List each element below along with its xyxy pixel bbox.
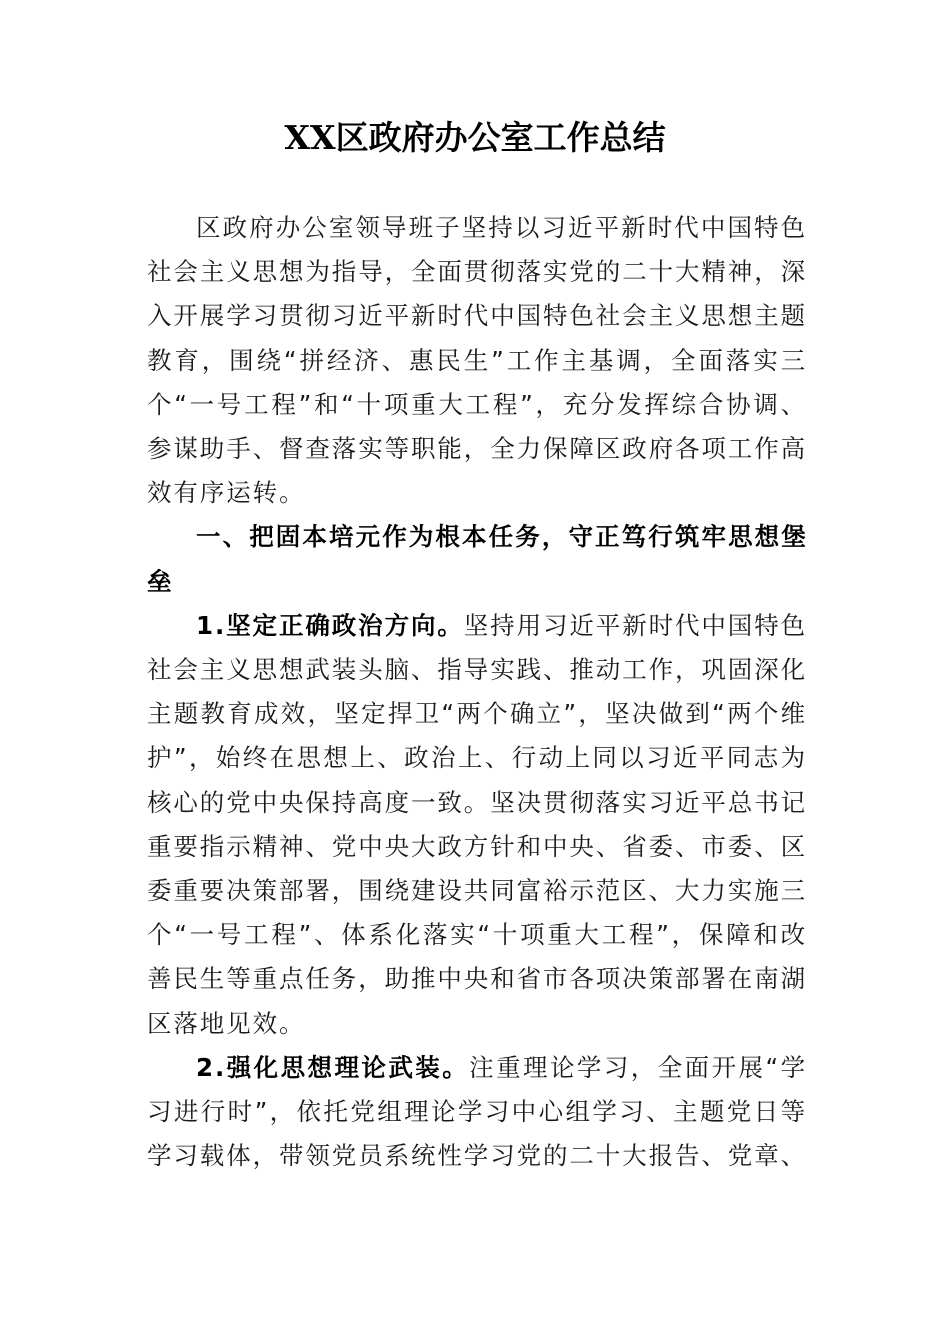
item-lead-1: 1.坚定正确政治方向。 [196, 610, 464, 640]
intro-paragraph: 区政府办公室领导班子坚持以习近平新时代中国特色社会主义思想为指导，全面贯彻落实党的二十大精神，深入开展学习贯彻习近平新时代中国特色社会主义思想主题教育，围绕“拼经济、惠民生”工作主基调，全面落实三个“一号工程”和“十项重大工程”，充分发挥综合协调、参谋助手、督查落实等职能，全力保障区政府各项工作高效有序运转。 [147, 213, 807, 508]
item-paragraph-1 [147, 604, 807, 1046]
section-heading: 一、把固本培元作为根本任务，守正笃行筑牢思想堡垒 [147, 522, 807, 596]
item-text-1: 坚持用习近平新时代中国特色社会主义思想武装头脑、指导实践、推动工作，巩固深化主题教育成效，坚定捍卫“两个确立”，坚决做到“两个维护”，始终在思想上、政治上、行动上同以习近平同志为核心的党中央保持高度一致。坚决贯彻落实习近平总书记重要指示精神、党中央大政方针和中央、省委、市委、区委重要决策部署，围绕建设共同富裕示范区、大力实施三个“一号工程”、体系化落实“十项重大工程”，保障和改善民生等重点任务，助推中央和省市各项决策部署在南湖区落地见效。 [147, 610, 807, 1038]
item-text-2: 注重理论学习，全面开展“学习进行时”，依托党组理论学习中心组学习、主题党日等学习载体，带领党员系统性学习党的二十大报告、党章、 [147, 1052, 807, 1171]
document-body [147, 206, 807, 1178]
item-lead-2: 2.强化思想理论武装。 [196, 1052, 470, 1082]
document-title: XX区政府办公室工作总结 [284, 118, 666, 157]
item-paragraph-2 [147, 1046, 807, 1179]
